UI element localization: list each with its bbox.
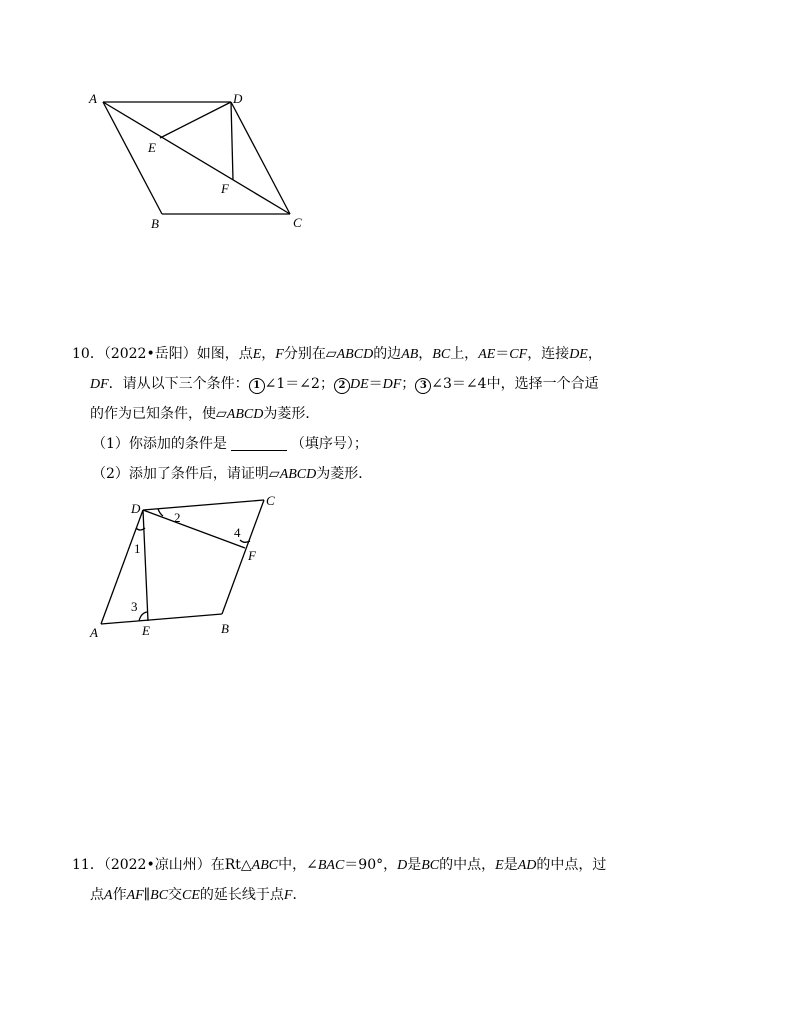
segment-bc — [222, 500, 264, 614]
math-var: DE — [349, 377, 369, 392]
q11-number: 11． — [72, 857, 104, 873]
q10-text: ， — [418, 346, 433, 362]
math-var: DF — [382, 377, 402, 392]
q10-text: ； — [401, 376, 416, 392]
label-e: E — [142, 623, 150, 638]
math-var: AD — [517, 858, 537, 873]
label-e: E — [148, 140, 156, 155]
math-var: CF — [509, 347, 528, 362]
label-f: F — [248, 548, 256, 563]
math-var: F — [283, 888, 293, 903]
q10-text: ＝ — [495, 346, 510, 362]
q11-line-1 — [72, 855, 606, 876]
q11-text: 交 — [168, 887, 183, 903]
angle-arc-2 — [158, 509, 163, 516]
angle-label-2: 2 — [174, 510, 181, 525]
q11-text: 中，∠ — [278, 857, 318, 873]
q11-line-2 — [90, 885, 306, 906]
q10-text: 为菱形． — [316, 466, 373, 482]
math-var: BC — [421, 858, 440, 873]
q10-text: 如图，点 — [196, 346, 253, 362]
math-var: AB — [401, 347, 419, 362]
q10-text: 分别在▱ — [283, 346, 337, 362]
q11-text: 是 — [407, 857, 422, 873]
segment-df — [143, 510, 245, 548]
math-var: F — [275, 347, 284, 362]
math-var: AF — [126, 888, 144, 903]
q11-text: ∥ — [143, 887, 151, 903]
q11-text: 点 — [90, 887, 104, 903]
math-var: E — [252, 347, 262, 362]
circled-3: 3 — [415, 378, 431, 394]
q10-text: 的边 — [373, 346, 402, 362]
q11-text: 是 — [503, 857, 518, 873]
math-var: BC — [432, 347, 451, 362]
math-var: A — [104, 888, 113, 903]
q11-source: （2022•凉山州） — [103, 857, 211, 873]
q10-text: 为菱形． — [263, 406, 320, 422]
q10-text: ， — [261, 346, 276, 362]
q11-text: 的中点， — [439, 857, 496, 873]
label-b: B — [151, 216, 159, 231]
q10-text: ．请从以下三个条件： — [108, 376, 249, 392]
math-var: D — [397, 858, 408, 873]
q11-text: 作 — [112, 887, 127, 903]
label-c: C — [266, 493, 275, 508]
q10-text: ，连接 — [527, 346, 570, 362]
q10-text: 上， — [450, 346, 479, 362]
q11-text: ＝90°， — [344, 857, 398, 873]
label-c: C — [293, 215, 302, 230]
label-b: B — [221, 621, 229, 636]
q10-text: （1）你添加的条件是 — [92, 436, 227, 452]
label-f: F — [221, 181, 229, 196]
q11-text: ． — [292, 887, 307, 903]
math-var: CE — [182, 888, 200, 903]
math-var: DE — [569, 347, 588, 362]
math-var: BC — [150, 888, 169, 903]
q10-text: ， — [587, 346, 602, 362]
segment-dc — [143, 500, 264, 510]
math-var: BAC — [317, 858, 345, 873]
q10-source: （2022•岳阳） — [103, 346, 197, 362]
q10-text: （填序号）； — [290, 436, 368, 452]
circled-2: 2 — [334, 378, 350, 394]
math-var: DF — [90, 377, 109, 392]
q10-text: 的作为已知条件，使▱ — [90, 406, 227, 422]
label-d: D — [131, 501, 141, 516]
math-var: ABCD — [226, 407, 264, 422]
q11-text: 的延长线于点 — [199, 887, 284, 903]
math-var: ABCD — [279, 467, 317, 482]
angle-label-3: 3 — [131, 599, 138, 614]
label-d: D — [233, 91, 243, 106]
math-var: AE — [478, 347, 496, 362]
q11-text: 在Rt△ — [210, 857, 252, 873]
math-var: ABCD — [336, 347, 374, 362]
math-var: E — [495, 858, 504, 873]
angle-label-4: 4 — [234, 525, 241, 540]
circled-1: 1 — [249, 378, 265, 394]
q10-text: ＝ — [368, 376, 383, 392]
segment-de — [143, 510, 148, 621]
label-a: A — [90, 625, 98, 640]
math-var: ABC — [251, 858, 279, 873]
q10-number: 10． — [72, 346, 104, 362]
q10-text: （2）添加了条件后，请证明▱ — [92, 466, 280, 482]
angle-label-1: 1 — [134, 541, 141, 556]
angle-arc-1 — [136, 528, 145, 530]
segment-ab — [101, 614, 222, 624]
q10-text: ∠3＝∠4中，选择一个合适 — [431, 376, 599, 392]
q10-text: ∠1＝∠2； — [264, 376, 334, 392]
label-a: A — [89, 91, 97, 106]
q11-text: 的中点，过 — [536, 857, 607, 873]
